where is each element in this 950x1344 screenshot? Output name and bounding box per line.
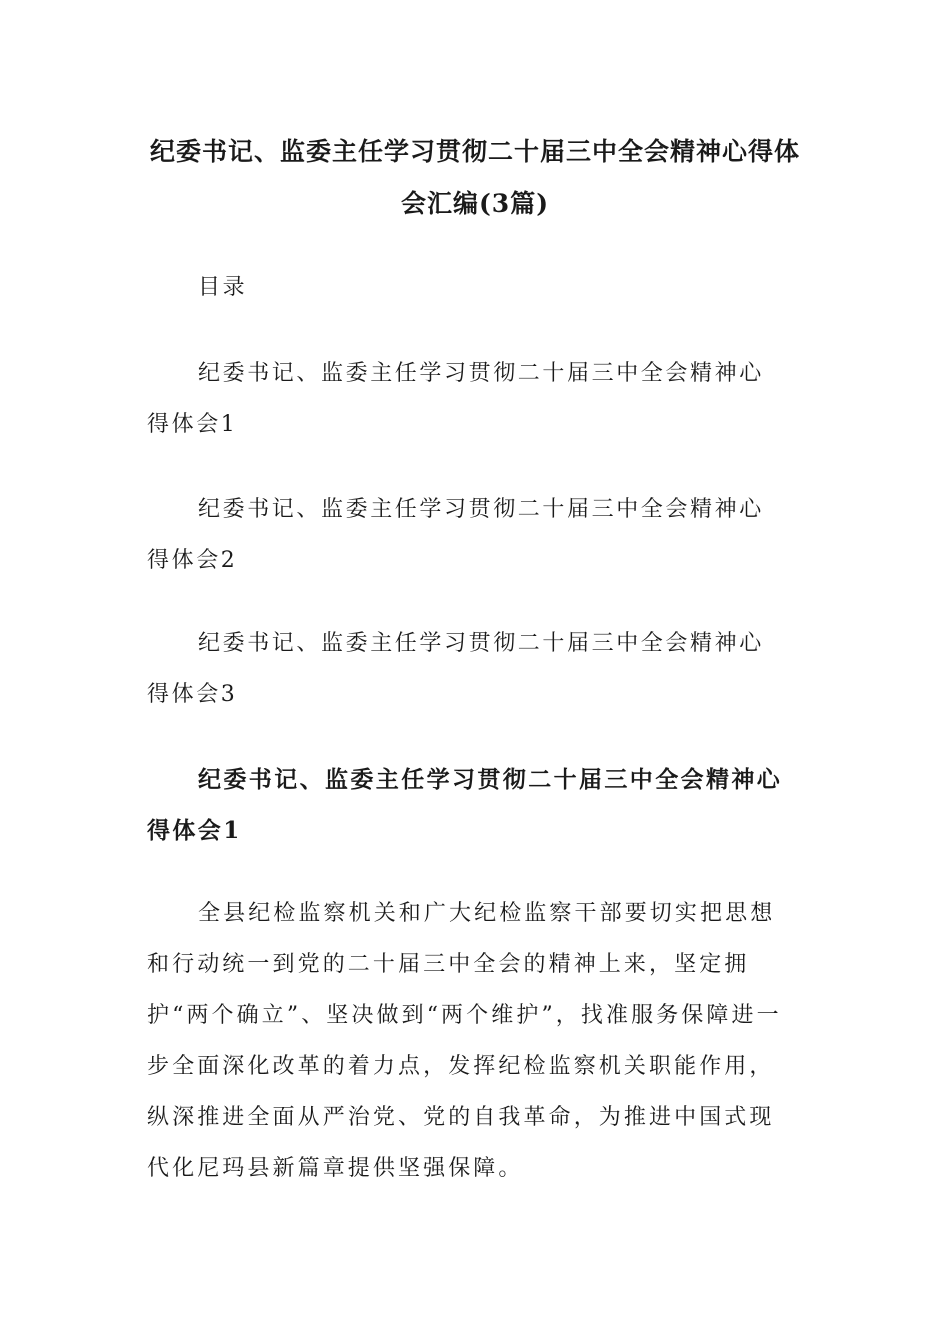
section-heading: 纪委书记、监委主任学习贯彻二十届三中全会精神心得体会1: [147, 766, 783, 844]
toc-item-3[interactable]: 纪委书记、监委主任学习贯彻二十届三中全会精神心得体会3: [147, 631, 764, 707]
document-title: 纪委书记、监委主任学习贯彻二十届三中全会精神心得体会汇编(3篇): [149, 137, 800, 218]
toc-item-2[interactable]: 纪委书记、监委主任学习贯彻二十届三中全会精神心得体会2: [147, 497, 764, 573]
body-paragraph: 全县纪检监察机关和广大纪检监察干部要切实把思想和行动统一到党的二十届三中全会的精神上来，坚定拥护“两个确立”、坚决做到“两个维护”，找准服务保障进一步全面深化改革的着力点，发挥纪检监察机关职能作用，纵深推进全面从严治党、党的自我革命，为推进中国式现代化尼玛县新篇章提供坚强保障。: [147, 901, 782, 1181]
toc-item-1[interactable]: 纪委书记、监委主任学习贯彻二十届三中全会精神心得体会1: [147, 361, 764, 437]
toc-label: 目录: [198, 275, 248, 300]
